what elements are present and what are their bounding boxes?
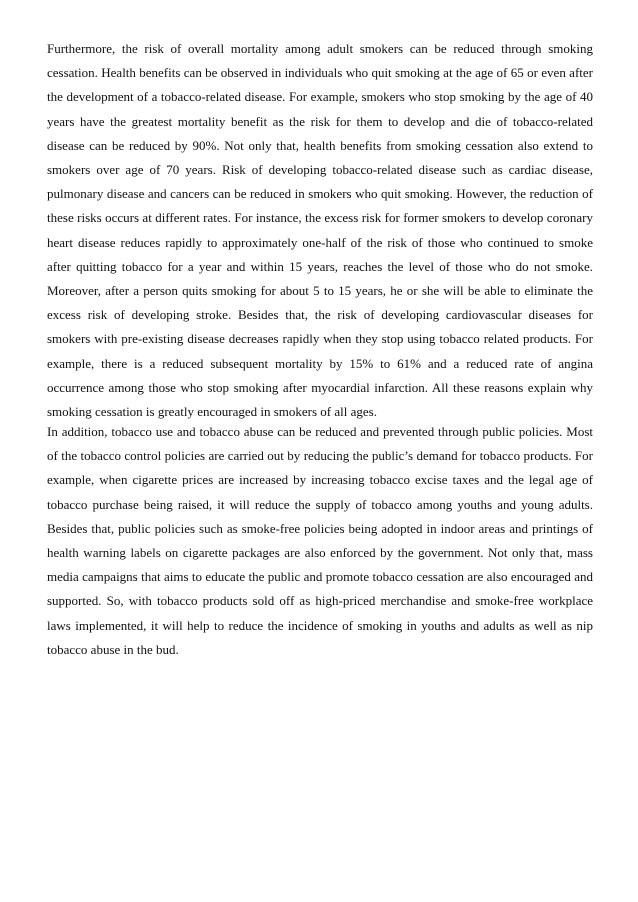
paragraph-public-policies: In addition, tobacco use and tobacco abuse can be reduced and prevented through public policies. Most of the tobacco control policies are carried out by reducing the public’s demand for tobacco products. For example, when cigarette prices are increased by increasing tobacco excise taxes and the legal age of tobacco purchase being raised, it will reduce the supply of tobacco among youths and young adults. Besides that, public policies such as smoke-free policies being adopted in indoor areas and printings of health warning labels on cigarette packages are also enforced by the government. Not only that, mass media campaigns that aims to educate the public and promote tobacco cessation are also encouraged and supported. So, with tobacco products sold off as high-priced merchandise and smoke-free workplace laws implemented, it will help to reduce the incidence of smoking in youths and adults as well as nip tobacco abuse in the bud. xyxy=(47,424,593,657)
paragraph-smoking-cessation-benefits: Furthermore, the risk of overall mortality among adult smokers can be reduced through smoking cessation. Health benefits can be observed in individuals who quit smoking at the age of 65 or even after the development of a tobacco-related disease. For example, smokers who stop smoking by the age of 40 years have the greatest mortality benefit as the risk for them to develop and die of tobacco-related disease can be reduced by 90%. Not only that, health benefits from smoking cessation also extend to smokers over age of 70 years. Risk of developing tobacco-related disease such as cardiac disease, pulmonary disease and cancers can be reduced in smokers who quit smoking. However, the reduction of these risks occurs at different rates. For instance, the excess risk for former smokers to develop coronary heart disease reduces rapidly to approximately one-half of the risk of those who continued to smoke after quitting tobacco for a year and within 15 years, reaches the level of those who do not smoke. Moreover, after a person quits smoking for about 5 to 15 years, he or she will be able to eliminate the excess risk of developing stroke. Besides that, the risk of developing cardiovascular diseases for smokers with pre-existing disease decreases rapidly when they stop using tobacco related products. For example, there is a reduced subsequent mortality by 15% to 61% and a reduced rate of angina occurrence among those who stop smoking after myocardial infarction. All these reasons explain why smoking cessation is greatly encouraged in smokers of all ages. xyxy=(47,41,593,420)
